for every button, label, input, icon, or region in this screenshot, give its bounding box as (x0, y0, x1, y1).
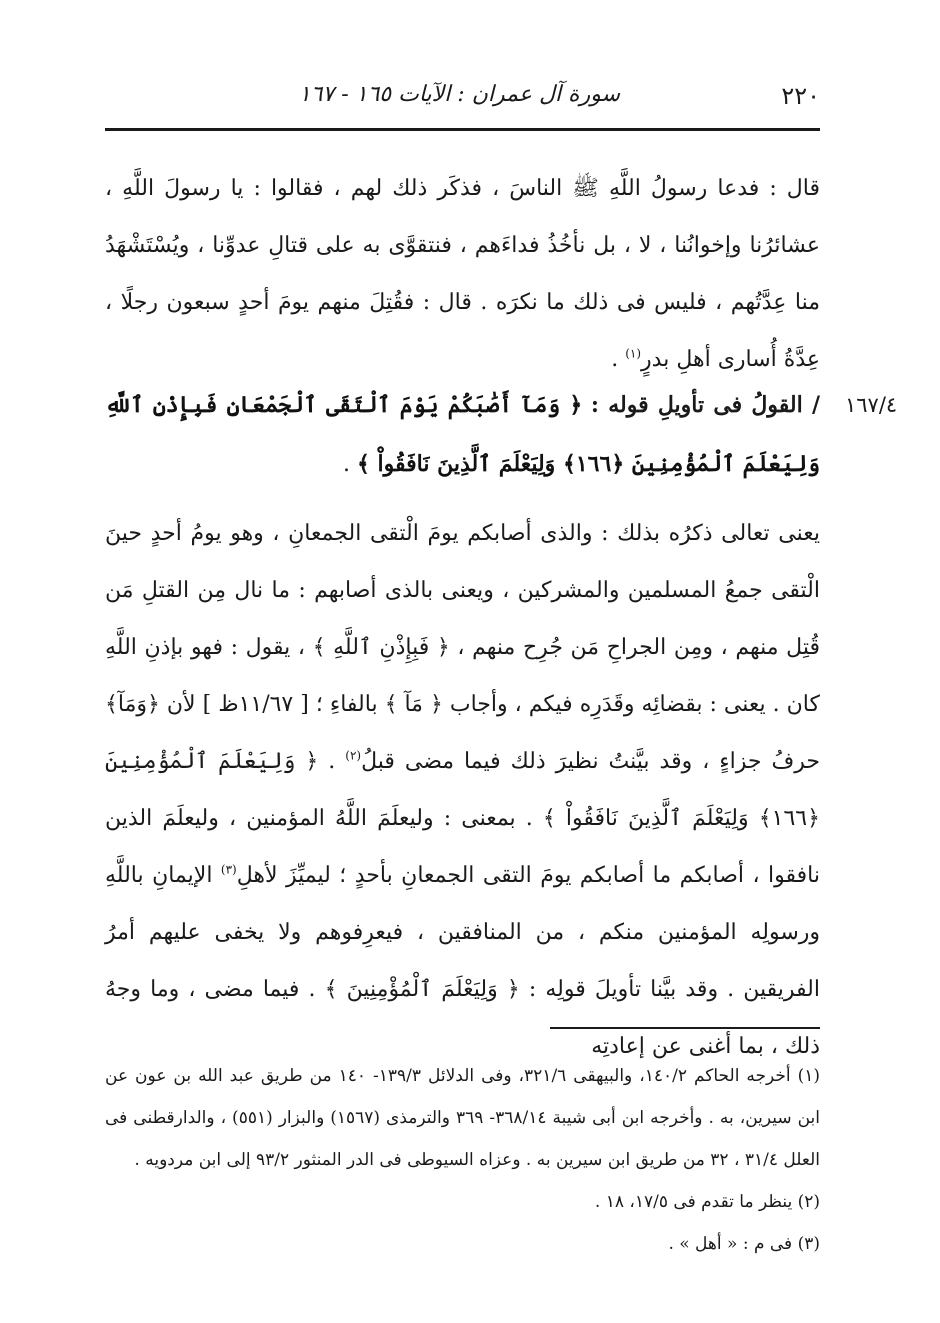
footnote-3: (٣) فى م : « أهل » . (668, 1234, 820, 1254)
paragraph-3-part-1: يعنى تعالى ذكرُه بذلك : والذى أصابكم يومَ الْتقى الجمعانِ ، وهو يومُ أحدٍ حينَ الْتقى جمعُ المسلمين والمشركين ، ويعنى بالذى أصابهم : ما نال مِن القتلِ مَن قُتِل منهم ، ومِن الجراحِ مَن جُرِح منهم ، ﴿ فَبِإِذْنِ ٱللَّهِ ﴾ ، يقول : فهو بإذنِ اللَّهِ كان . يعنى : بقضائِه وقَدَرِه فيكم ، وأجاب ﴿ مَآ ﴾ بالفاءِ ؛ [ ١١/٦٧ظ ] لأن ﴿وَمَآ﴾ حرفُ جزاءٍ ، وقد بيَّنتُ نظيرَ ذلك فيما مضى قبلُ (105, 521, 820, 774)
footnote-ref-3: (٣) (220, 862, 237, 877)
page-header (105, 78, 820, 118)
paragraph-1-end: . (611, 347, 626, 372)
margin-volume-reference: ١٦٧/٤ (845, 393, 898, 417)
footnotes (105, 1055, 820, 1265)
paragraph-1 (105, 160, 820, 388)
header-rule (105, 128, 820, 131)
section-heading (105, 376, 820, 494)
footnote-ref-1: (١) (625, 346, 642, 361)
footnote-2: (٢) ينظر ما تقدم فى ١٧/٥، ١٨ . (594, 1192, 820, 1212)
paragraph-1-text: قال : فدعا رسولُ اللَّهِ ﷺ الناسَ ، فذكَر ذلك لهم ، فقالوا : يا رسولَ اللَّهِ ، عشائرُنا وإخوانُنا ، لا ، بل نأخُذُ فداءَهم ، فنتقوَّى به على قتالِ عدوِّنا ، ويُسْتَشْهَدُ منا عِدَّتُهم ، فليس فى ذلك ما نكرَه . قال : فقُتِلَ منهم يومَ أحدٍ سبعون رجلًا ، عِدَّةُ أُسارى أهلِ بدرٍ (105, 176, 820, 372)
paragraph-3-part-2: . ﴿ وَلِيَعْلَمَ ٱلْمُؤْمِنِينَ ﴿١٦٦﴾ وَلِيَعْلَمَ ٱلَّذِينَ نَافَقُواْ ﴾ . بمعنى : وليعلَمَ اللَّهُ المؤمنين ، وليعلَمَ الذين نافقوا ، أصابكم ما أصابكم يومَ التقى الجمعانِ بأحدٍ ؛ ليميِّزَ لأهلِ (105, 749, 820, 888)
footnote-1: (١) أخرجه الحاكم ١٤٠/٢، والبيهقى ٣٢١/٦، وفى الدلائل ١٣٩/٣- ١٤٠ من طريق عبد الله بن عون عن ابن سيرين، به . وأخرجه ابن أبى شيبة ٣٦٨/١٤- ٣٦٩ والترمذى (١٥٦٧) والبزار (٥٥١) ، والدارقطنى فى العلل ٣١/٤ ، ٣٢ من طريق ابن سيرين به . وعزاه السيوطى فى الدر المنثور ٩٣/٢ إلى ابن مردويه . (105, 1066, 820, 1170)
paragraph-3-part-3: الإيمانِ باللَّهِ ورسولِه المؤمنين منكم ، من المنافقين ، فيعرِفوهم ولا يخفى عليهم أمرُ الفريقين . وقد بيَّنا تأويلَ قولِه : ﴿ وَلِيَعْلَمَ ٱلْمُؤْمِنِينَ ﴾ . فيما مضى ، وما وجهُ ذلك ، بما أغنى عن إعادتِه (105, 863, 820, 1059)
section-heading-lead: / القولُ فى تأويلِ قوله : (590, 392, 821, 418)
running-title: سورة آل عمران : الآيات ١٦٥ - ١٦٧ (298, 82, 620, 107)
footnote-ref-2: (٢) (345, 748, 362, 763)
page-number: ٢٢٠ (781, 82, 820, 110)
quran-verse: ﴿ وَمَآ أَصَٰبَكُمْ يَوْمَ ٱلْتَقَى ٱلْجَمْعَانِ فَبِإِذْنِ ٱللَّهِ وَلِيَعْلَمَ ٱلْمُؤْمِنِينَ ﴿١٦٦﴾ وَلِيَعْلَمَ ٱلَّذِينَ نَافَقُواْ ﴾ (105, 392, 820, 477)
paragraph-3 (105, 505, 820, 1075)
section-heading-end: . (342, 452, 357, 477)
footnote-separator (550, 1027, 820, 1029)
